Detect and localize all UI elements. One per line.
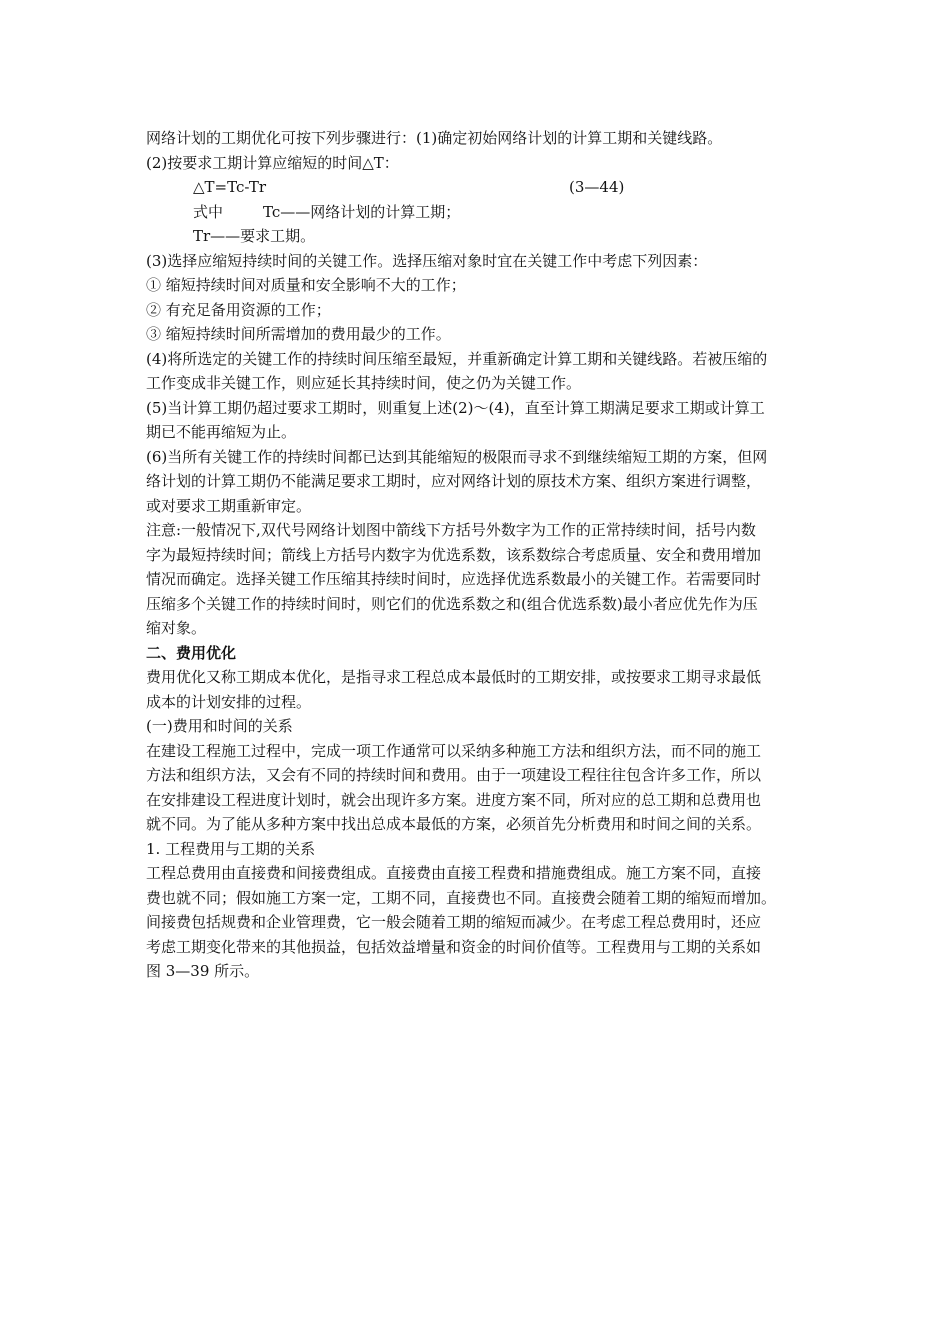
section-heading: 二、费用优化 [146,643,237,662]
paragraph-line: (4)将所选定的关键工作的持续时间压缩至最短，并重新确定计算工期和关键线路。若被压缩的 [146,349,768,368]
paragraph-line: 就不同。为了能从多种方案中找出总成本最低的方案，必须首先分析费用和时间之间的关系。 [146,815,762,833]
paragraph-line: 费用优化又称工期成本优化，是指寻求工程总成本最低时的工期安排，或按要求工期寻求最低 [146,668,762,686]
definition-text: Tc——网络计划的计算工期； [263,202,461,221]
equation-number: (3—44) [569,178,625,196]
paragraph-line: 费也就不同；假如施工方案一定，工期不同，直接费也不同。直接费会随着工期的缩短而增加。 [146,888,777,907]
numbered-heading: 1. 工程费用与工期的关系 [146,839,316,858]
note-line: 注意:一般情况下,双代号网络计划图中箭线下方括号外数字为工作的正常持续时间，括号内数 [146,521,756,539]
note-line: 情况而确定。选择关键工作压缩其持续时间时，应选择优选系数最小的关键工作。若需要同时 [146,570,762,588]
paragraph-line: 考虑工期变化带来的其他损益，包括效益增量和资金的时间价值等。工程费用与工期的关系如 [146,937,762,956]
paragraph-line: (2)按要求工期计算应缩短的时间△T： [146,153,399,172]
paragraph-line: 络计划的计算工期仍不能满足要求工期时，应对网络计划的原技术方案、组织方案进行调整， [146,472,762,490]
paragraph-line: 网络计划的工期优化可按下列步骤进行：(1)确定初始网络计划的计算工期和关键线路。 [146,129,723,147]
paragraph-line: (3)选择应缩短持续时间的关键工作。选择压缩对象时宜在关键工作中考虑下列因素： [146,251,708,270]
equation-definition-2: Tr——要求工期。 [193,227,316,245]
document-body [146,126,816,984]
paragraph-line: (6)当所有关键工作的持续时间都已达到其能缩短的极限而寻求不到继续缩短工期的方案，但网 [146,447,768,466]
paragraph-line: 工程总费用由直接费和间接费组成。直接费由直接工程费和措施费组成。施工方案不同，直接 [146,864,762,882]
list-item: ② 有充足备用资源的工作； [146,300,331,319]
paragraph-line: 在安排建设工程进度计划时，就会出现许多方案。进度方案不同，所对应的总工期和总费用也 [146,790,762,809]
note-line: 字为最短持续时间；箭线上方括号内数字为优选系数，该系数综合考虑质量、安全和费用增加 [146,545,762,564]
paragraph-line: 方法和组织方法，又会有不同的持续时间和费用。由于一项建设工程往往包含许多工作，所以 [146,766,762,784]
paragraph-line: 工作变成非关键工作，则应延长其持续时间，使之仍为关键工作。 [146,374,582,392]
equation-formula: △T=Tc-Tr [193,178,267,196]
subsection-heading: (一)费用和时间的关系 [146,717,293,735]
paragraph-line: 图 3—39 所示。 [146,962,260,980]
definition-label: 式中 [193,202,224,221]
paragraph-line: 间接费包括规费和企业管理费，它一般会随着工期的缩短而减少。在考虑工程总费用时，还应 [146,913,762,931]
paragraph-line: 期已不能再缩短为止。 [146,423,297,441]
equation-line [146,175,816,200]
equation-definition [146,200,816,225]
paragraph-line: 或对要求工期重新审定。 [146,496,312,515]
paragraph-line: 在建设工程施工过程中，完成一项工作通常可以采纳多种施工方法和组织方法，而不同的施工 [146,741,762,760]
list-item: ① 缩短持续时间对质量和安全影响不大的工作； [146,276,466,294]
note-line: 缩对象。 [146,619,207,637]
list-item: ③ 缩短持续时间所需增加的费用最少的工作。 [146,325,451,343]
note-line: 压缩多个关键工作的持续时间时，则它们的优选系数之和(组合优选系数)最小者应优先作为压 [146,594,758,613]
paragraph-line: (5)当计算工期仍超过要求工期时，则重复上述(2)～(4)，直至计算工期满足要求工期或计算工 [146,398,765,417]
paragraph-line: 成本的计划安排的过程。 [146,692,312,711]
